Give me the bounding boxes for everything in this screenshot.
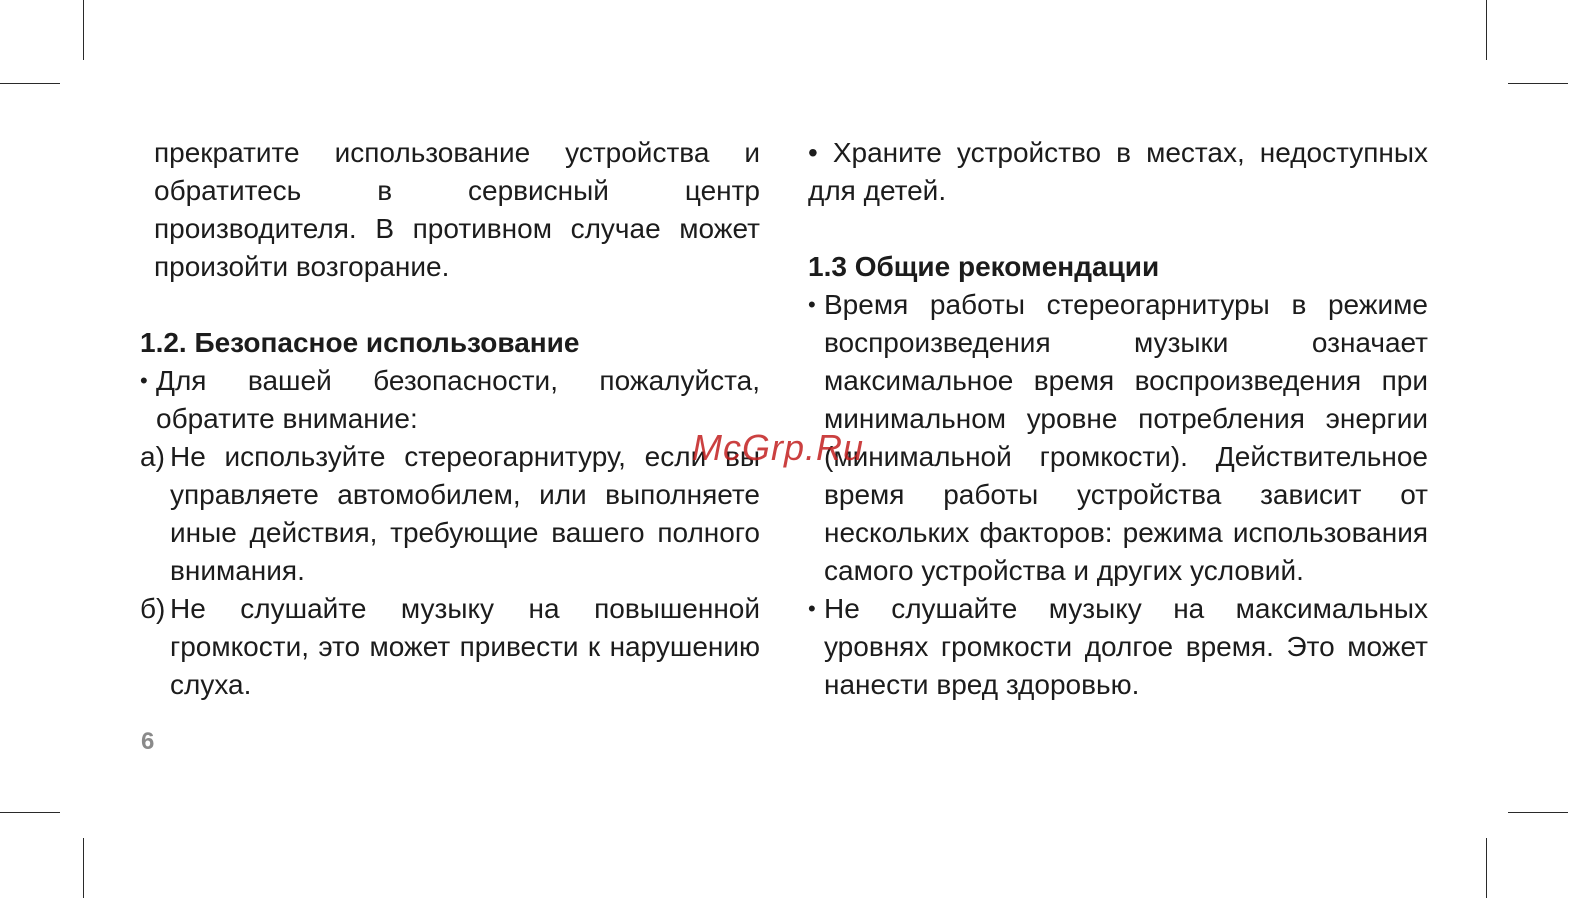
spacer (140, 286, 760, 324)
crop-mark-top-right-horizontal (1508, 83, 1568, 84)
crop-mark-bottom-left-horizontal (0, 812, 60, 813)
list-item (140, 590, 760, 704)
list-item (808, 590, 1428, 704)
bullet-mark: • (140, 368, 148, 393)
crop-mark-top-right-vertical (1486, 0, 1487, 60)
intro-paragraph: прекратите использование устройства и обратитесь в сервисный центр производителя. В противном случае может произойти возгорание. (154, 137, 760, 282)
list-item-mark: б) (140, 593, 166, 624)
storage-bullet (808, 134, 1428, 210)
bullet-mark: • (808, 137, 818, 168)
safety-bullet-text: Для вашей безопасности, пожалуйста, обратите внимание: (156, 365, 760, 434)
storage-bullet-text: Храните устройство в местах, недоступных для детей. (808, 137, 1428, 206)
left-column (140, 134, 760, 704)
watermark: McGrp.Ru (692, 427, 865, 468)
list-item (808, 286, 1428, 590)
list-item (140, 438, 760, 590)
list-item-text: Время работы стереогарнитуры в режиме воспроизведения музыки означает максимальное время воспроизведения при минимальном уровне потребления энергии (минимальной громкости). Действительное время работы устройства зависит от нескольких факторов: режима использования самого устройства и других условий. (824, 289, 1428, 586)
crop-mark-bottom-right-vertical (1486, 838, 1487, 898)
crop-mark-bottom-right-horizontal (1508, 812, 1568, 813)
safety-bullet (140, 362, 760, 438)
section-heading-safe-use: 1.2. Безопасное использование (140, 327, 580, 358)
bullet-mark: • (808, 292, 816, 317)
list-item-text: Не используйте стереогарнитуру, если вы управляете автомобилем, или выполняете иные действия, требующие вашего полного внимания. (170, 441, 760, 586)
section-heading-recommendations: 1.3 Общие рекомендации (808, 251, 1160, 282)
list-item-text: Не слушайте музыку на максимальных уровнях громкости долгое время. Это может нанести вред здоровью. (824, 593, 1428, 700)
list-item-mark: а) (140, 441, 165, 472)
spacer (808, 210, 1428, 248)
crop-mark-top-left-horizontal (0, 83, 60, 84)
list-item-text: Не слушайте музыку на повышенной громкости, это может привести к нарушению слуха. (170, 593, 760, 700)
page-number: 6 (141, 728, 155, 755)
crop-mark-top-left-vertical (83, 0, 84, 60)
bullet-mark: • (808, 596, 816, 621)
right-column (808, 134, 1428, 704)
crop-mark-bottom-left-vertical (83, 838, 84, 898)
